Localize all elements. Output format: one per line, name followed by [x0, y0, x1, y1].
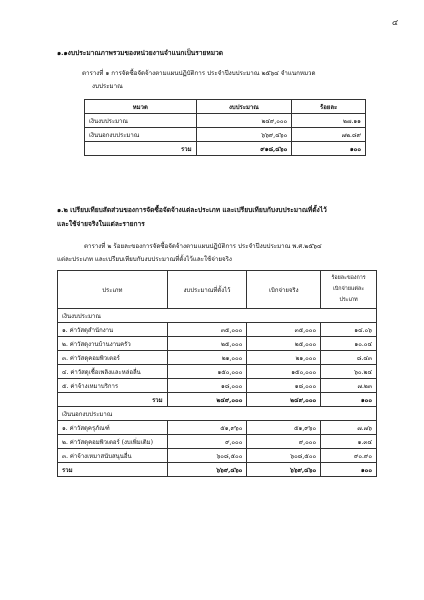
- row-percent: ๘.๔๓: [321, 351, 377, 365]
- total-percent: ๑๐๐: [292, 142, 366, 156]
- total-amount: ๙๑๘,๔๖๐: [196, 142, 292, 156]
- section2-desc-line2: แต่ละประเภท และเปรียบเทียบกับงบประมาณที่ตั้งไว้และใช้จ่ายจริง: [57, 256, 232, 263]
- row-budget: ๖๐๘,๕๐๐: [167, 449, 247, 463]
- table-row: [58, 351, 377, 365]
- total-budget: ๒๔๙,๐๐๐: [167, 393, 247, 407]
- table-row: [85, 128, 366, 142]
- group-label: เงินนอกงบประมาณ: [58, 407, 377, 421]
- row-actual: ๕๑,๙๖๐: [247, 421, 321, 435]
- section1-heading: ๑.๑งบประมาณภาพรวมของหน่วยงานจำแนกเป็นรายหมวด: [57, 49, 224, 57]
- row-label: ๓. ค่าวัสดุคอมพิวเตอร์: [58, 351, 168, 365]
- row-percent: ๑๐.๐๔: [321, 337, 377, 351]
- total-label: รวม: [85, 142, 197, 156]
- table-row: [85, 114, 366, 128]
- total-budget: ๖๖๙,๔๖๐: [167, 463, 247, 477]
- row-percent: ๗๒.๘๙: [292, 128, 366, 142]
- row-actual: ๑๘,๐๐๐: [247, 379, 321, 393]
- row-label: ๕. ค่าจ้างเหมาบริการ: [58, 379, 168, 393]
- row-budget: ๑๕๐,๐๐๐: [167, 365, 247, 379]
- section2-desc-line1: ตารางที่ ๒ ร้อยละของการจัดซื้อจัดจ้างตามแผนปฏิบัติการ ประจำปีงบประมาณ พ.ศ.๒๕๖๔: [84, 243, 322, 250]
- group-label: เงินงบประมาณ: [58, 309, 377, 323]
- table-row: [58, 449, 377, 463]
- row-actual: ๒๕,๐๐๐: [247, 337, 321, 351]
- row-percent: ๗.๒๓: [321, 379, 377, 393]
- row-label: ๔. ค่าวัสดุเชื้อเพลิงและหล่อลื่น: [58, 365, 168, 379]
- row-budget: ๙,๐๐๐: [167, 435, 247, 449]
- header-actual: เบิกจ่ายจริง: [247, 271, 321, 309]
- total-percent: ๑๐๐: [321, 393, 377, 407]
- row-actual: ๓๕,๐๐๐: [247, 323, 321, 337]
- total-actual: ๖๖๙,๔๖๐: [247, 463, 321, 477]
- row-percent: ๑.๓๔: [321, 435, 377, 449]
- row-amount: ๒๔๙,๐๐๐: [196, 114, 292, 128]
- table-row: [58, 435, 377, 449]
- row-label: ๒. ค่าวัสดุงานบ้านงานครัว: [58, 337, 168, 351]
- header-type: ประเภท: [58, 271, 168, 309]
- table-row: [58, 337, 377, 351]
- table-header-row: [58, 271, 377, 309]
- table-header-row: [85, 100, 366, 114]
- total-row: [85, 142, 366, 156]
- total-actual: ๒๔๙,๐๐๐: [247, 393, 321, 407]
- total-row: [58, 463, 377, 477]
- section2-heading-line1: ๑.๒ เปรียบเทียบสัดส่วนของการจัดซื้อจัดจ้างแต่ละประเภท และเปรียบเทียบกับงบประมาณที่ตั้งไว้: [57, 206, 327, 214]
- total-label: รวม: [58, 463, 168, 477]
- header-category: หมวด: [85, 100, 197, 114]
- row-actual: ๑๕๐,๐๐๐: [247, 365, 321, 379]
- row-budget: ๒๑,๐๐๐: [167, 351, 247, 365]
- total-label: รวม: [58, 393, 168, 407]
- row-label: ๑. ค่าวัสดุครุภัณฑ์: [58, 421, 168, 435]
- header-budget: งบประมาณ: [196, 100, 292, 114]
- table-row: [58, 365, 377, 379]
- header-percent-line3: ประเภท: [339, 297, 358, 303]
- row-budget: ๕๑,๙๖๐: [167, 421, 247, 435]
- page-number: ๔: [392, 18, 399, 27]
- row-percent: ๙๐.๙๐: [321, 449, 377, 463]
- row-percent: ๗.๗๖: [321, 421, 377, 435]
- row-label: ๑. ค่าวัสดุสำนักงาน: [58, 323, 168, 337]
- table-row: [58, 379, 377, 393]
- total-row: [58, 393, 377, 407]
- section2-heading-line2: และใช้จ่ายจริงในแต่ละรายการ: [57, 220, 145, 228]
- section1-desc-line1: ตารางที่ ๑ การจัดซื้อจัดจ้างตามแผนปฏิบัติการ ประจำปีงบประมาณ ๒๕๖๔ จำแนกหมวด: [82, 70, 316, 77]
- row-label: ๓. ค่าจ้างเหมาสนับสนุนอื่น: [58, 449, 168, 463]
- procurement-type-table: [57, 270, 377, 477]
- header-percent-line1: ร้อยละของการ: [331, 275, 366, 281]
- budget-category-table: [84, 99, 366, 156]
- row-budget: ๒๕,๐๐๐: [167, 337, 247, 351]
- row-actual: ๖๐๘,๕๐๐: [247, 449, 321, 463]
- total-percent: ๑๐๐: [321, 463, 377, 477]
- group-header-row: [58, 407, 377, 421]
- section1-desc-line2: งบประมาณ: [92, 83, 123, 90]
- header-budget-set: งบประมาณที่ตั้งไว้: [167, 271, 247, 309]
- header-percent: ร้อยละ: [292, 100, 366, 114]
- row-actual: ๒๑,๐๐๐: [247, 351, 321, 365]
- row-percent: ๒๗.๑๑: [292, 114, 366, 128]
- row-label: เงินนอกงบประมาณ: [85, 128, 197, 142]
- row-percent: ๑๔.๐๖: [321, 323, 377, 337]
- table-row: [58, 421, 377, 435]
- row-amount: ๖๖๙,๔๖๐: [196, 128, 292, 142]
- row-actual: ๙,๐๐๐: [247, 435, 321, 449]
- row-label: ๒. ค่าวัสดุคอมพิวเตอร์ (งบเพิ่มเติม): [58, 435, 168, 449]
- group-header-row: [58, 309, 377, 323]
- row-budget: ๓๕,๐๐๐: [167, 323, 247, 337]
- header-percent-line2: เบิกจ่ายแต่ละ: [333, 286, 365, 292]
- table-row: [58, 323, 377, 337]
- row-percent: ๖๐.๒๔: [321, 365, 377, 379]
- header-percent-cell: [321, 271, 377, 309]
- row-label: เงินงบประมาณ: [85, 114, 197, 128]
- row-budget: ๑๘,๐๐๐: [167, 379, 247, 393]
